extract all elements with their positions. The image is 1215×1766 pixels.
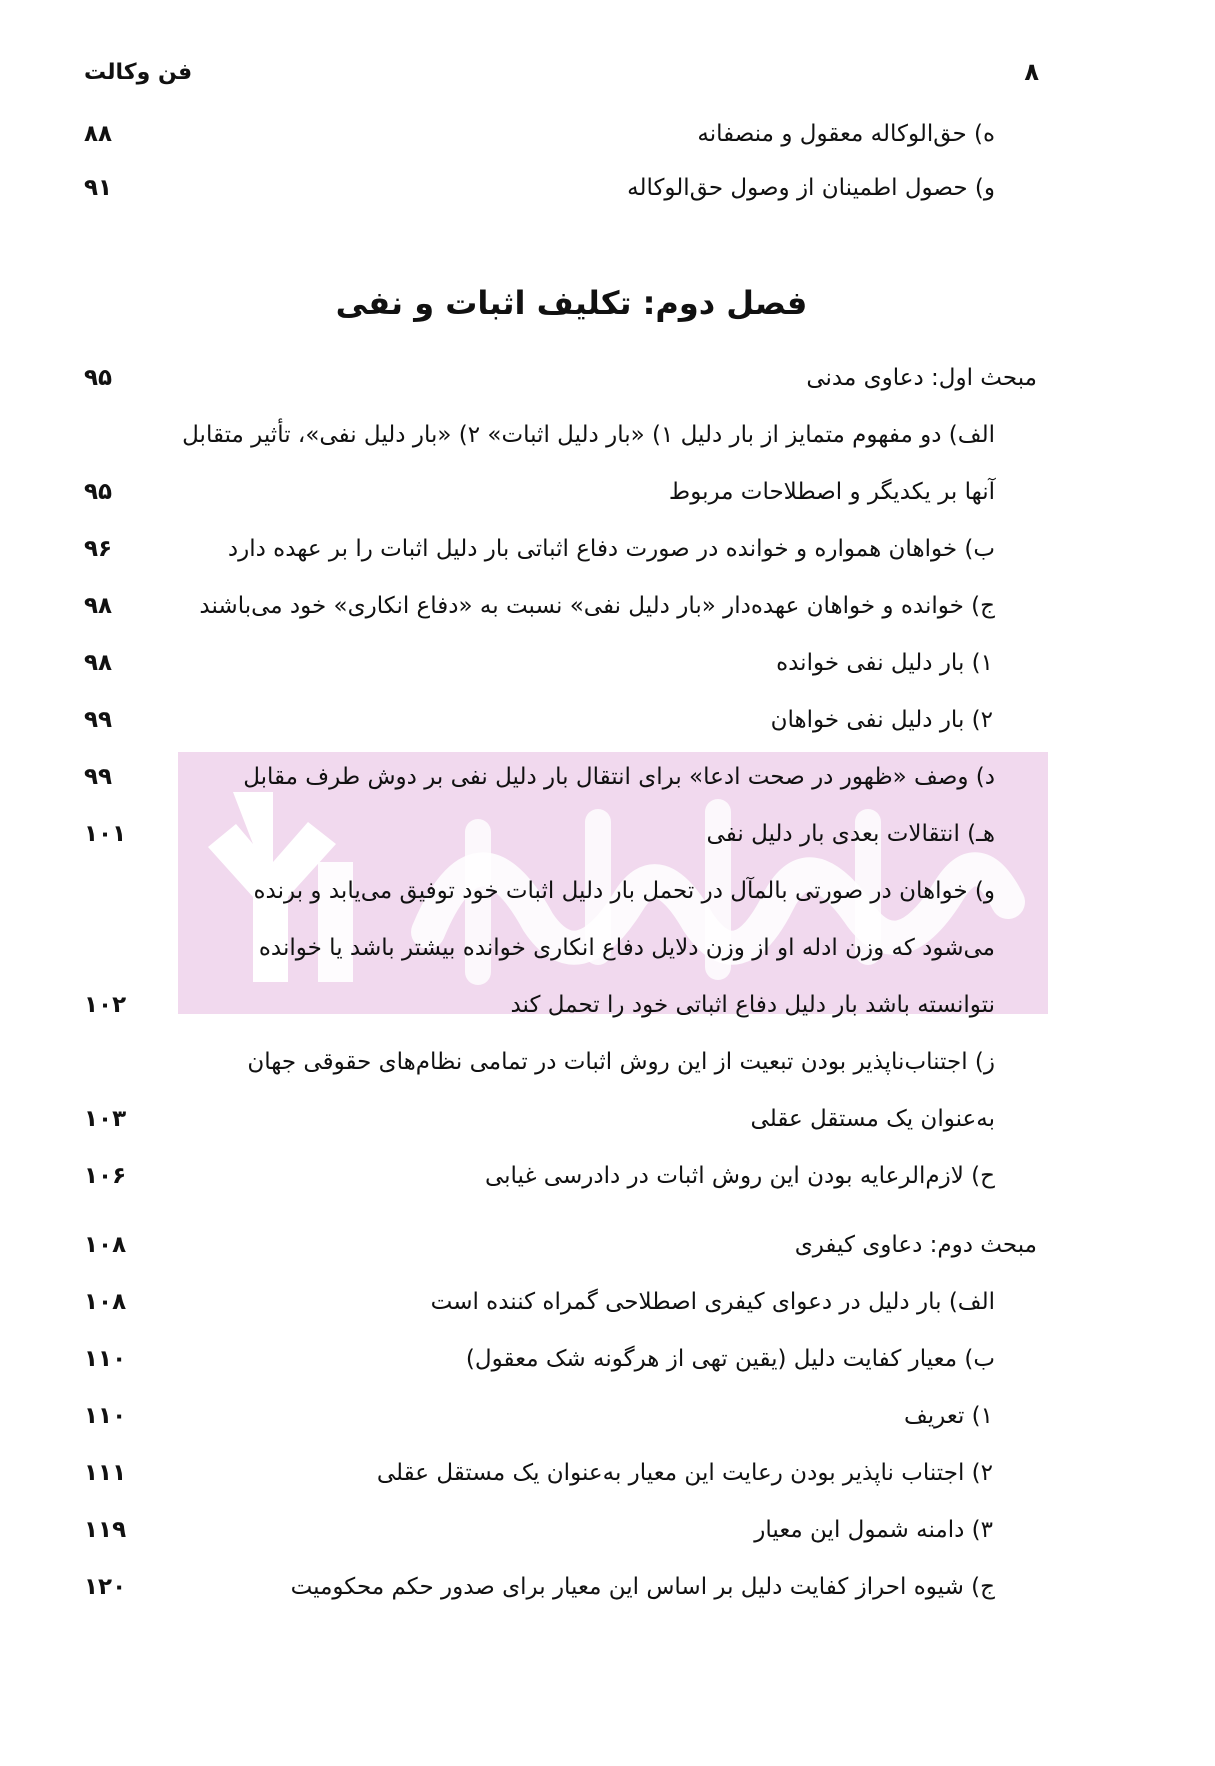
toc-entry-page: ۱۱۰ [84, 1346, 127, 1372]
toc-entry [0, 1565, 1215, 1609]
toc-entry-text: ب) خواهان همواره و خوانده در صورت دفاع اثباتی بار دلیل اثبات را بر عهده دارد [227, 536, 995, 562]
toc-entry-page: ۹۸ [84, 593, 113, 619]
toc-entry-text: و) خواهان در صورتی بالمآل در تحمل بار دلیل اثبات خود توفیق می‌یابد و برنده [253, 878, 995, 904]
toc-entry [0, 1508, 1215, 1552]
toc-entry-page: ۹۵ [84, 365, 113, 391]
toc-entry-text: آنها بر یکدیگر و اصطلاحات مربوط [668, 479, 995, 505]
toc-section [0, 356, 1215, 400]
toc-entry-text: ۲) اجتناب ناپذیر بودن رعایت این معیار به‌عنوان یک مستقل عقلی [376, 1460, 993, 1486]
toc-entry [0, 755, 1215, 799]
toc-entry [0, 926, 1215, 970]
toc-entry-text: ج) شیوه احراز کفایت دلیل بر اساس این معیار برای صدور حکم محکومیت [290, 1574, 995, 1600]
toc-entry-text: ب) معیار کفایت دلیل (یقین تهی از هرگونه شک معقول) [465, 1346, 995, 1372]
toc-entry-text: مبحث دوم: دعاوی کیفری [794, 1232, 1037, 1258]
toc-entry-page: ۱۰۱ [84, 821, 127, 847]
toc-entry-page: ۱۱۹ [84, 1517, 127, 1543]
toc-entry [0, 112, 1215, 156]
toc-entry [0, 812, 1215, 856]
toc-entry [0, 641, 1215, 685]
toc-entry [0, 584, 1215, 628]
toc-entry-text: ز) اجتناب‌ناپذیر بودن تبعیت از این روش اثبات در تمامی نظام‌های حقوقی جهان [247, 1049, 995, 1075]
toc-entry-text: ح) لازم‌الرعایه بودن این روش اثبات در دادرسی غیابی [484, 1163, 995, 1189]
toc-entry-text: ۲) بار دلیل نفی خواهان [770, 707, 993, 733]
toc-entry-page: ۱۱۱ [84, 1460, 127, 1486]
toc-entry-text: به‌عنوان یک مستقل عقلی [750, 1106, 995, 1132]
toc-entry [0, 166, 1215, 210]
toc-entry-text: نتوانسته باشد بار دلیل دفاع اثباتی خود را تحمل کند [510, 992, 995, 1018]
toc-entry-text: می‌شود که وزن ادله او از وزن دلایل دفاع انکاری خوانده بیشتر باشد یا خوانده [258, 935, 995, 961]
toc-entry-text: ج) خوانده و خواهان عهده‌دار «بار دلیل نفی» نسبت به «دفاع انکاری» خود می‌باشند [199, 593, 995, 619]
toc-entry-page: ۱۰۲ [84, 992, 127, 1018]
toc-entry [0, 1040, 1215, 1084]
toc-entry [0, 1337, 1215, 1381]
toc-entry [0, 1280, 1215, 1324]
toc-entry-page: ۹۵ [84, 479, 113, 505]
toc-entry-text: الف) دو مفهوم متمایز از بار دلیل ۱) «بار دلیل اثبات» ۲) «بار دلیل نفی»، تأثیر متقابل [182, 422, 995, 448]
toc-entry [0, 470, 1215, 514]
toc-entry-page: ۹۹ [84, 707, 113, 733]
toc-entry-text: ۳) دامنه شمول این معیار [754, 1517, 993, 1543]
chapter-heading: فصل دوم: تکلیف اثبات و نفی [335, 284, 808, 322]
page-number: ۸ [1024, 58, 1039, 86]
toc-entry-page: ۹۱ [84, 175, 113, 201]
toc-entry [0, 1154, 1215, 1198]
toc-entry-page: ۹۸ [84, 650, 113, 676]
toc-entry-text: ۱) تعریف [903, 1403, 993, 1429]
running-head [84, 52, 1039, 92]
toc-entry-text: الف) بار دلیل در دعوای کیفری اصطلاحی گمراه کننده است [430, 1289, 995, 1315]
toc-entry-text: ه) حق‌الوکاله معقول و منصفانه [697, 121, 995, 147]
toc-entry-page: ۱۰۸ [84, 1232, 127, 1258]
toc-entry-page: ۱۰۸ [84, 1289, 127, 1315]
toc-entry-page: ۹۹ [84, 764, 113, 790]
toc-entry [0, 413, 1215, 457]
toc-entry-text: ۱) بار دلیل نفی خوانده [776, 650, 993, 676]
toc-entry [0, 1451, 1215, 1495]
toc-entry-page: ۱۲۰ [84, 1574, 127, 1600]
toc-entry [0, 983, 1215, 1027]
toc-entry [0, 869, 1215, 913]
toc-entry-page: ۸۸ [84, 121, 113, 147]
book-title: فن وکالت [84, 59, 193, 85]
toc-entry-page: ۱۰۶ [84, 1163, 127, 1189]
toc-entry-page: ۹۶ [84, 536, 113, 562]
toc-entry [0, 1394, 1215, 1438]
toc-entry-text: هـ) انتقالات بعدی بار دلیل نفی [706, 821, 995, 847]
toc-entry [0, 527, 1215, 571]
toc-entry-text: د) وصف «ظهور در صحت ادعا» برای انتقال بار دلیل نفی بر دوش طرف مقابل [243, 764, 995, 790]
toc-entry-page: ۱۰۳ [84, 1106, 127, 1132]
toc-entry-text: و) حصول اطمینان از وصول حق‌الوکاله [627, 175, 995, 201]
toc-entry-page: ۱۱۰ [84, 1403, 127, 1429]
toc-entry [0, 698, 1215, 742]
toc-entry [0, 1097, 1215, 1141]
toc-section [0, 1223, 1215, 1267]
toc-entry-text: مبحث اول: دعاوی مدنی [806, 365, 1037, 391]
